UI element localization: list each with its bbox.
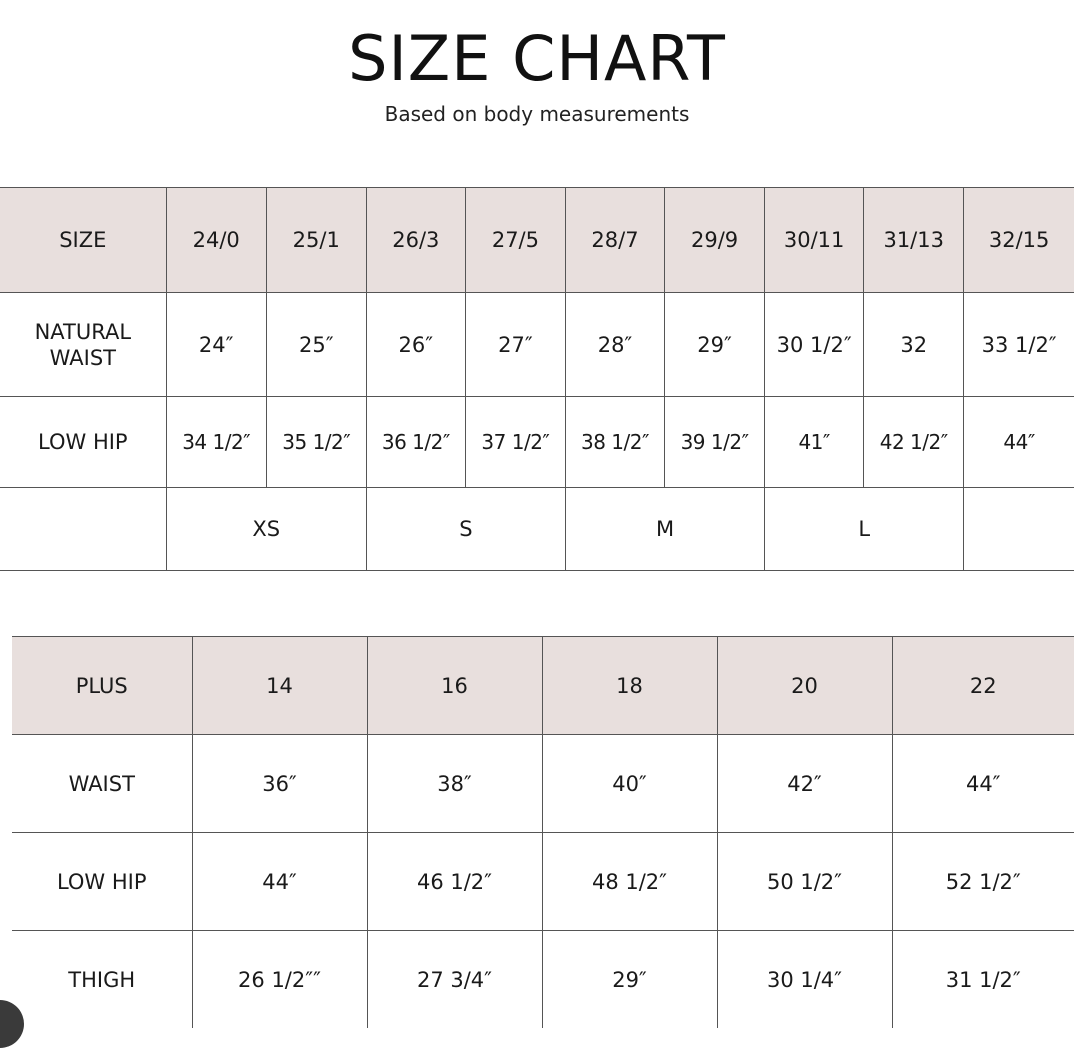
- size-cell: 29/9: [665, 188, 765, 293]
- hip-cell: 37 1/2″: [465, 397, 565, 488]
- plus-hip-cell: 50 1/2″: [717, 833, 892, 931]
- plus-waist-cell: 44″: [892, 735, 1074, 833]
- plus-thigh-cell: 30 1/4″: [717, 931, 892, 1029]
- letter-size-cell: S: [366, 488, 565, 571]
- size-cell: 25/1: [266, 188, 366, 293]
- waist-cell: 32: [864, 293, 964, 397]
- plus-thigh-cell: 26 1/2″″: [192, 931, 367, 1029]
- hip-cell: 36 1/2″: [366, 397, 465, 488]
- waist-cell: 25″: [266, 293, 366, 397]
- hip-cell: 35 1/2″: [266, 397, 366, 488]
- waist-cell: 29″: [665, 293, 765, 397]
- low-hip-label: LOW HIP: [0, 397, 166, 488]
- waist-cell: 33 1/2″: [964, 293, 1074, 397]
- size-cell: 31/13: [864, 188, 964, 293]
- plus-size-cell: 16: [367, 637, 542, 735]
- size-cell: 32/15: [964, 188, 1074, 293]
- plus-thigh-cell: 27 3/4″: [367, 931, 542, 1029]
- size-cell: 24/0: [166, 188, 266, 293]
- plus-thigh-cell: 31 1/2″: [892, 931, 1074, 1029]
- plus-thigh-cell: 29″: [542, 931, 717, 1029]
- plus-waist-cell: 42″: [717, 735, 892, 833]
- size-cell: 28/7: [565, 188, 664, 293]
- letter-size-cell: M: [565, 488, 764, 571]
- hip-cell: 41″: [765, 397, 864, 488]
- waist-cell: 30 1/2″: [765, 293, 864, 397]
- page-title: SIZE CHART: [348, 22, 726, 95]
- hip-cell: 39 1/2″: [665, 397, 765, 488]
- waist-cell: 26″: [366, 293, 465, 397]
- size-row: [0, 188, 1074, 293]
- letter-size-cell: L: [765, 488, 964, 571]
- plus-waist-row: [12, 735, 1074, 833]
- plus-hip-cell: 44″: [192, 833, 367, 931]
- plus-low-hip-label: LOW HIP: [12, 833, 192, 931]
- hip-cell: 44″: [964, 397, 1074, 488]
- plus-size-cell: 20: [717, 637, 892, 735]
- hip-cell: 42 1/2″: [864, 397, 964, 488]
- letter-size-row: [0, 488, 1074, 571]
- plus-low-hip-row: [12, 833, 1074, 931]
- hip-cell: 34 1/2″: [166, 397, 266, 488]
- waist-cell: 27″: [465, 293, 565, 397]
- size-cell: 27/5: [465, 188, 565, 293]
- natural-waist-label-line1: NATURAL: [34, 319, 132, 344]
- plus-thigh-row: [12, 931, 1074, 1029]
- plus-size-cell: 18: [542, 637, 717, 735]
- hip-cell: 38 1/2″: [565, 397, 664, 488]
- plus-hip-cell: 46 1/2″: [367, 833, 542, 931]
- plus-size-cell: 14: [192, 637, 367, 735]
- plus-size-cell: 22: [892, 637, 1074, 735]
- low-hip-row: [0, 397, 1074, 488]
- natural-waist-label: [0, 293, 166, 397]
- plus-size-table: [12, 636, 1074, 1028]
- natural-waist-row: [0, 293, 1074, 397]
- plus-waist-cell: 38″: [367, 735, 542, 833]
- standard-size-table: [0, 187, 1074, 571]
- empty-cell: [0, 488, 166, 571]
- page-subtitle: Based on body measurements: [384, 102, 690, 126]
- waist-cell: 24″: [166, 293, 266, 397]
- plus-waist-cell: 36″: [192, 735, 367, 833]
- plus-hip-cell: 52 1/2″: [892, 833, 1074, 931]
- empty-cell: [964, 488, 1074, 571]
- waist-cell: 28″: [565, 293, 664, 397]
- plus-hip-cell: 48 1/2″: [542, 833, 717, 931]
- plus-size-row: [12, 637, 1074, 735]
- natural-waist-label-line2: WAIST: [49, 345, 116, 370]
- plus-waist-cell: 40″: [542, 735, 717, 833]
- size-cell: 30/11: [765, 188, 864, 293]
- letter-size-cell: XS: [166, 488, 366, 571]
- plus-thigh-label: THIGH: [12, 931, 192, 1029]
- size-label: SIZE: [0, 188, 166, 293]
- plus-label: PLUS: [12, 637, 192, 735]
- size-cell: 26/3: [366, 188, 465, 293]
- plus-waist-label: WAIST: [12, 735, 192, 833]
